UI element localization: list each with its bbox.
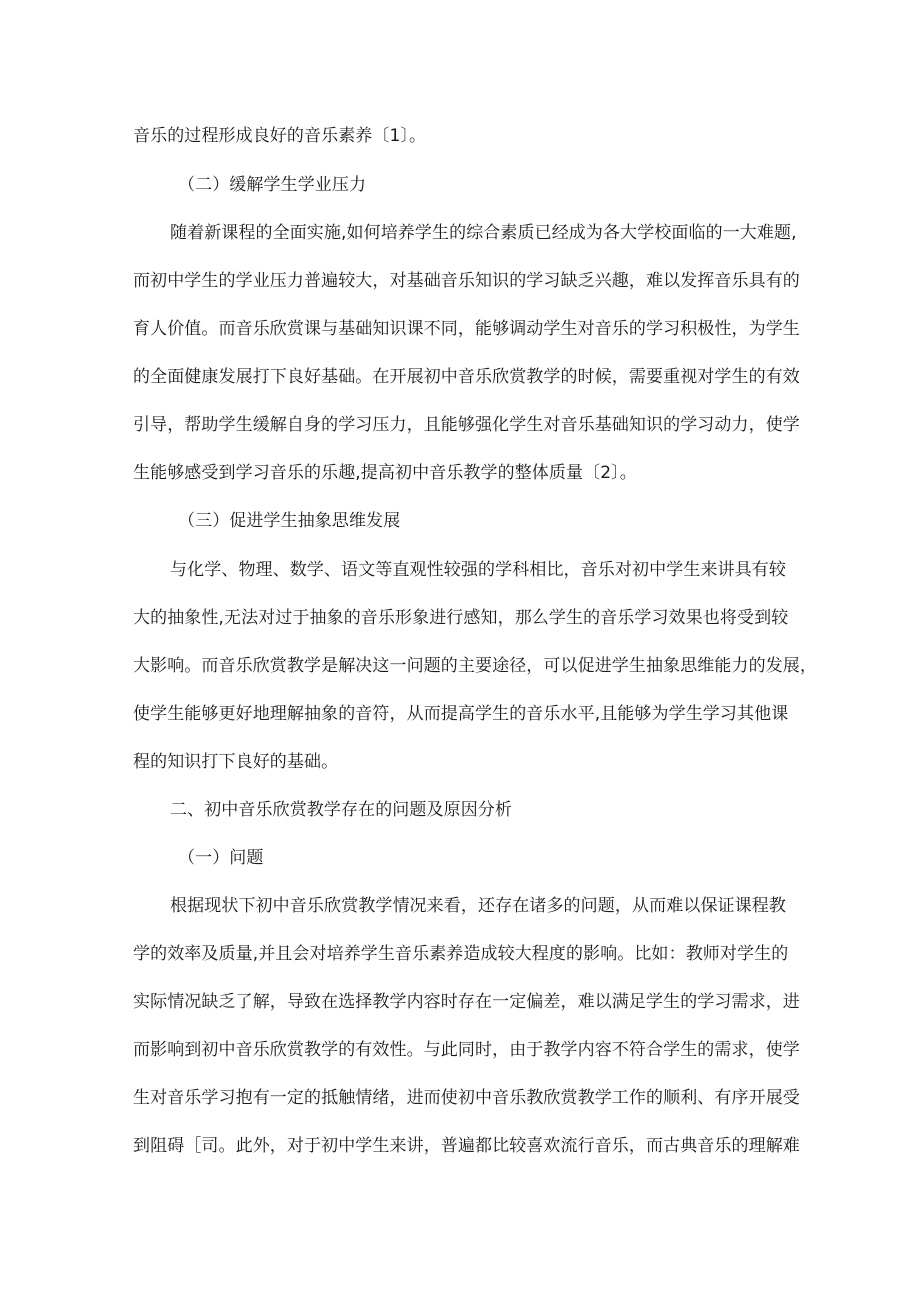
body-line: 大影响。而音乐欣赏教学是解决这一问题的主要途径，可以促进学生抽象思维能力的发展， — [133, 656, 817, 676]
body-line: 生能够感受到学习音乐的乐趣,提高初中音乐教学的整体质量〔2〕。 — [133, 463, 637, 483]
body-line: 使学生能够更好地理解抽象的音符，从而提高学生的音乐水平,且能够为学生学习其他课 — [133, 704, 789, 724]
body-line: 实际情况缺乏了解，导致在选择教学内容时存在一定偏差，难以满足学生的学习需求，进 — [133, 992, 800, 1012]
body-line: 与化学、物理、数学、语文等直观性较强的学科相比，音乐对初中学生来讲具有较 — [170, 560, 786, 580]
chapter-heading: 二、初中音乐欣赏教学存在的问题及原因分析 — [170, 800, 512, 820]
body-line: 大的抽象性,无法对过于抽象的音乐形象进行感知，那么学生的音乐学习效果也将受到较 — [133, 608, 789, 628]
body-line: 到阻碍［司。此外，对于初中学生来讲，普遍都比较喜欢流行音乐，而古典音乐的理解难 — [133, 1136, 800, 1156]
body-line: 音乐的过程形成良好的音乐素养〔1〕。 — [133, 126, 427, 146]
body-line: 而初中学生的学业压力普遍较大，对基础音乐知识的学习缺乏兴趣，难以发挥音乐具有的 — [133, 271, 800, 291]
body-line: 学的效率及质量,并且会对培养学生音乐素养造成较大程度的影响。比如：教师对学生的 — [133, 944, 789, 964]
body-line: 程的知识打下良好的基础。 — [133, 752, 339, 772]
section-heading: （一）问题 — [178, 848, 264, 868]
body-line: 而影响到初中音乐欣赏教学的有效性。与此同时，由于教学内容不符合学生的需求，使学 — [133, 1040, 800, 1060]
section-heading: （三）促进学生抽象思维发展 — [178, 511, 401, 531]
body-line: 生对音乐学习抱有一定的抵触情绪，进而使初中音乐教欣赏教学工作的顺利、有序开展受 — [133, 1088, 800, 1108]
body-line: 的全面健康发展打下良好基础。在开展初中音乐欣赏教学的时候，需要重视对学生的有效 — [133, 367, 800, 387]
body-line: 引导，帮助学生缓解自身的学习压力，且能够强化学生对音乐基础知识的学习动力，使学 — [133, 415, 800, 435]
body-line: 根据现状下初中音乐欣赏教学情况来看，还存在诸多的问题，从而难以保证课程教 — [170, 896, 786, 916]
section-heading: （二）缓解学生学业压力 — [178, 175, 367, 195]
body-line: 随着新课程的全面实施,如何培养学生的综合素质已经成为各大学校面临的一大难题, — [170, 223, 797, 243]
body-line: 育人价值。而音乐欣赏课与基础知识课不同，能够调动学生对音乐的学习积极性，为学生 — [133, 319, 800, 339]
